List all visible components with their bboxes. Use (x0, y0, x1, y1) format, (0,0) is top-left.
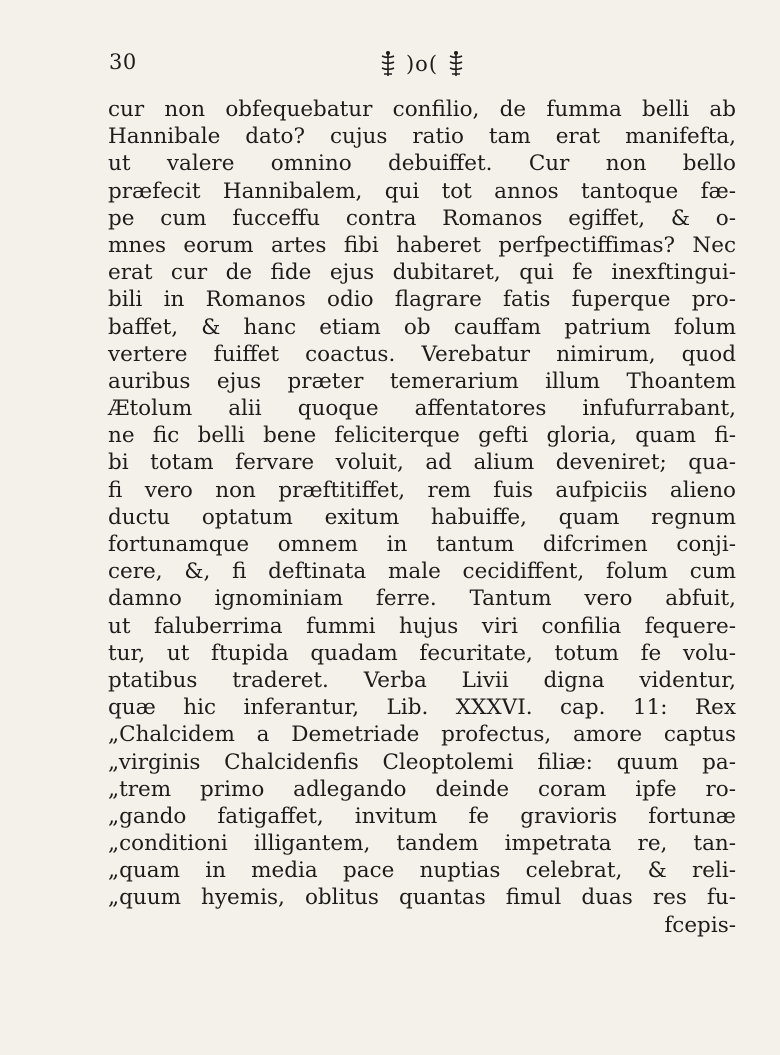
flourish-left-icon (378, 50, 398, 78)
text-line: mnes eorum artes fibi haberet perfpectiffimas? Nec (108, 232, 736, 258)
ornament-text: )o( (405, 51, 439, 76)
text-line: „conditioni illigantem, tandem impetrata re, tan- (108, 831, 736, 857)
text-line: „quam in media pace nuptias celebrat, & reli- (108, 858, 736, 884)
text-line: ptatibus traderet. Verba Livii digna videntur, (108, 667, 736, 693)
text-line: tur, ut ftupida quadam fecuritate, totum fe volu- (108, 640, 736, 666)
text-line: cur non obfequebatur confilio, de fumma belli ab (108, 97, 736, 122)
text-line: ne fic belli bene feliciterque gefti gloria, quam fi- (108, 423, 736, 449)
text-line: Ætolum alii quoque affentatores infufurrabant, (108, 396, 736, 422)
text-line: ductu optatum exitum habuiffe, quam regnum (108, 504, 736, 530)
text-line: pe cum fucceffu contra Romanos egiffet, & o- (108, 205, 736, 231)
text-line: ut valere omnino debuiffet. Cur non bello (108, 151, 736, 177)
text-line: ut faluberrima fummi hujus viri confilia fequere- (108, 613, 736, 639)
text-line: vertere fuiffet coactus. Verebatur nimirum, quod (108, 341, 736, 367)
text-line: „virginis Chalcidenfis Cleoptolemi filiæ: quum pa- (108, 749, 736, 775)
flourish-right-icon (446, 50, 466, 78)
body-text (108, 96, 736, 939)
text-line: cere, &, fi deftinata male cecidiffent, folum cum (108, 559, 736, 585)
text-line: bi totam fervare voluit, ad alium deveniret; qua- (108, 450, 736, 476)
catchword: fcepis- (664, 912, 736, 938)
text-line: bili in Romanos odio flagrare fatis fuperque pro- (108, 287, 736, 313)
text-line: quæ hic inferantur, Lib. XXXVI. cap. 11: Rex (108, 695, 736, 721)
text-line: damno ignominiam ferre. Tantum vero abfuit, (108, 586, 736, 612)
text-line: præfecit Hannibalem, qui tot annos tantoque fæ- (108, 178, 736, 204)
text-line: erat cur de fide ejus dubitaret, qui fe inexftingui- (108, 260, 736, 286)
text-line: „gando fatigaffet, invitum fe gravioris fortunæ (108, 803, 736, 829)
text-line: „trem primo adlegando deinde coram ipfe ro- (108, 776, 736, 802)
text-line: Hannibale dato? cujus ratio tam erat manifefta, (108, 124, 736, 150)
text-line: baffet, & hanc etiam ob cauffam patrium folum (108, 314, 736, 340)
text-line: „quum hyemis, oblitus quantas fimul duas res fu- (108, 885, 736, 911)
page-number: 30 (109, 50, 137, 74)
header-ornament (352, 48, 492, 80)
text-line: auribus ejus præter temerarium illum Thoantem (108, 368, 736, 394)
text-line: „Chalcidem a Demetriade profectus, amore captus (108, 722, 736, 748)
text-line: fortunamque omnem in tantum difcrimen conji- (108, 532, 736, 557)
text-line: fi vero non præftitiffet, rem fuis aufpiciis alieno (108, 477, 736, 503)
